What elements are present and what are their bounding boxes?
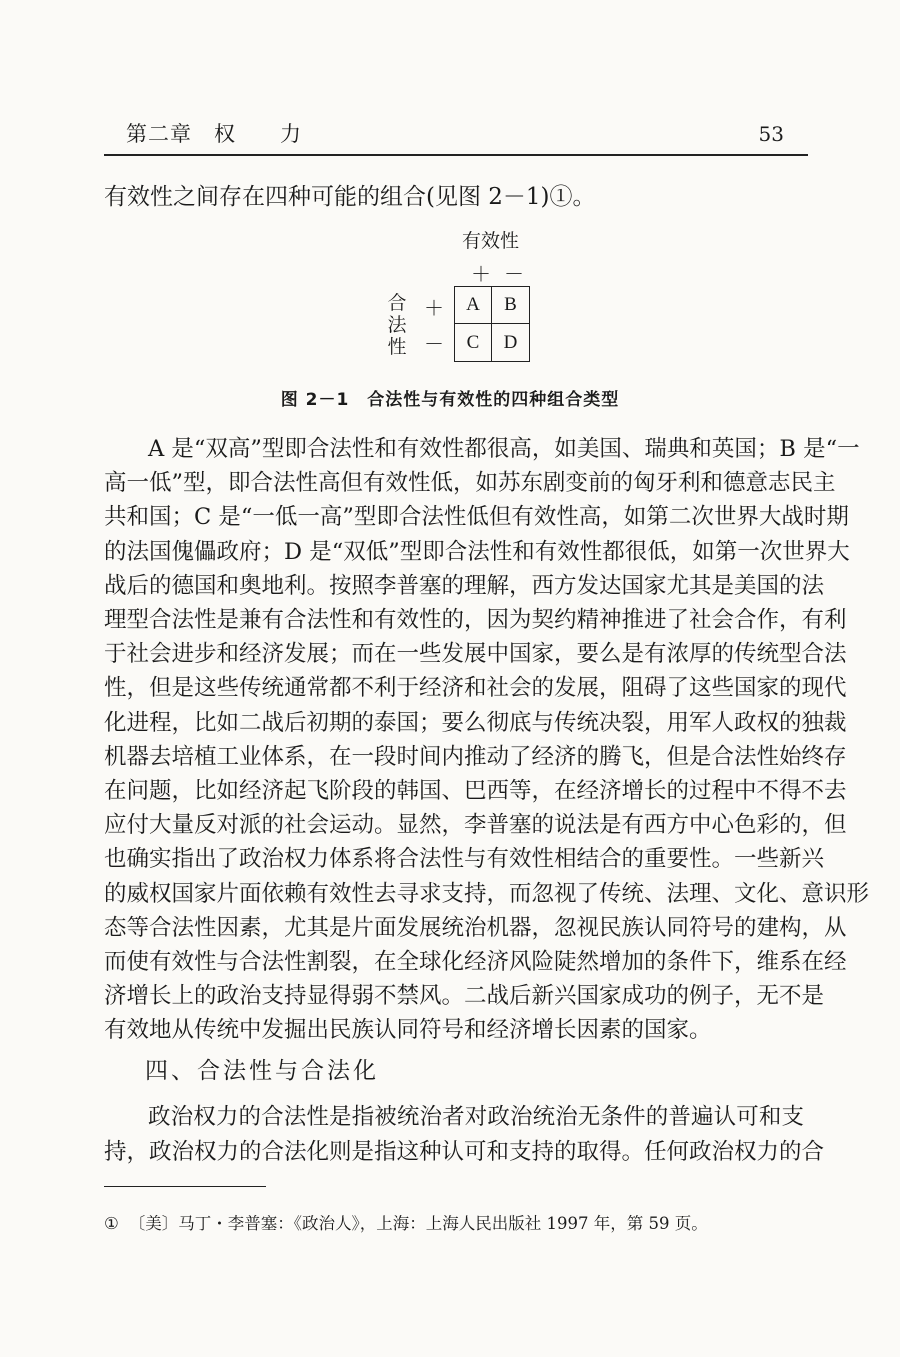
- paragraph-1: [104, 432, 870, 1048]
- section-heading: 四、合法性与合法化: [145, 1058, 379, 1084]
- text-line: 而使有效性与合法性割裂，在全球化经济风险陡然增加的条件下，维系在经: [104, 949, 847, 976]
- side-label-char: 法: [387, 314, 407, 336]
- text-line: A 是“双高”型即合法性和有效性都很高，如美国、瑞典和英国；B 是“一: [148, 436, 860, 462]
- text-line: 机器去培植工业体系，在一段时间内推动了经济的腾飞，但是合法性始终存: [104, 743, 847, 770]
- figure-top-label: 有效性: [462, 230, 520, 252]
- figure-side-plus: ＋: [424, 296, 444, 320]
- text-line: 持，政治权力的合法化则是指这种认可和支持的取得。任何政治权力的合: [104, 1138, 825, 1165]
- text-line: 态等合法性因素，尤其是片面发展统治机器，忽视民族认同符号的建构，从: [104, 914, 847, 941]
- text-line: 也确实指出了政治权力体系将合法性与有效性相结合的重要性。一些新兴: [104, 846, 825, 873]
- figure-caption: 图 2－1 合法性与有效性的四种组合类型: [280, 390, 620, 410]
- figure-side-minus: －: [424, 332, 444, 356]
- grid-cell-b: B: [492, 287, 529, 324]
- paragraph-2: [104, 1100, 825, 1169]
- figure-2-1: [380, 222, 560, 370]
- footnote-text: 〔美〕马丁・李普塞：《政治人》，上海：上海人民出版社 1997 年，第 59 页。: [128, 1214, 708, 1233]
- text-line: 的威权国家片面依赖有效性去寻求支持，而忽视了传统、法理、文化、意识形: [104, 880, 870, 907]
- text-line: 理型合法性是兼有合法性和有效性的，因为契约精神推进了社会合作，有利: [104, 607, 847, 634]
- page-number: 53: [758, 122, 784, 146]
- grid-cell-c: C: [455, 324, 492, 361]
- grid-cell-a: A: [455, 287, 492, 324]
- text-line: 高一低”型，即合法性高但有效性低，如苏东剧变前的匈牙利和德意志民主: [104, 470, 836, 497]
- side-label-char: 合: [387, 292, 407, 314]
- text-line: 政治权力的合法性是指被统治者对政治统治无条件的普遍认可和支: [148, 1104, 804, 1130]
- text-line: 性，但是这些传统通常都不利于经济和社会的发展，阻碍了这些国家的现代: [104, 675, 847, 702]
- text-line: 有效地从传统中发掘出民族认同符号和经济增长因素的国家。: [104, 1017, 712, 1044]
- running-header: [104, 118, 808, 150]
- header-rule: [104, 154, 808, 156]
- side-label-char: 性: [387, 336, 407, 358]
- intro-line: 有效性之间存在四种可能的组合(见图 2－1)①。: [104, 184, 596, 210]
- text-line: 共和国；C 是“一低一高”型即合法性低但有效性高，如第二次世界大战时期: [104, 504, 849, 531]
- text-line: 应付大量反对派的社会运动。显然，李普塞的说法是有西方中心色彩的，但: [104, 812, 847, 839]
- figure-side-label: [386, 292, 408, 358]
- text-line: 的法国傀儡政府；D 是“双低”型即合法性和有效性都很低，如第一次世界大: [104, 538, 850, 565]
- figure-top-plus: ＋: [471, 262, 491, 286]
- figure-top-minus: －: [504, 262, 524, 286]
- footnote-mark: ①: [104, 1214, 119, 1233]
- text-line: 化进程，比如二战后初期的泰国；要么彻底与传统决裂，用军人政权的独裁: [104, 709, 847, 736]
- text-line: 在问题，比如经济起飞阶段的韩国、巴西等，在经济增长的过程中不得不去: [104, 778, 847, 805]
- text-line: 济增长上的政治支持显得弱不禁风。二战后新兴国家成功的例子，无不是: [104, 983, 825, 1010]
- footnote-rule: [104, 1186, 266, 1187]
- text-line: 战后的德国和奥地利。按照李普塞的理解，西方发达国家尤其是美国的法: [104, 572, 825, 599]
- chapter-title: 第二章 权 力: [126, 122, 302, 146]
- footnote: [104, 1210, 708, 1234]
- grid-cell-d: D: [503, 331, 518, 353]
- text-line: 于社会进步和经济发展；而在一些发展中国家，要么是有浓厚的传统型合法: [104, 641, 847, 668]
- figure-grid: [454, 286, 530, 362]
